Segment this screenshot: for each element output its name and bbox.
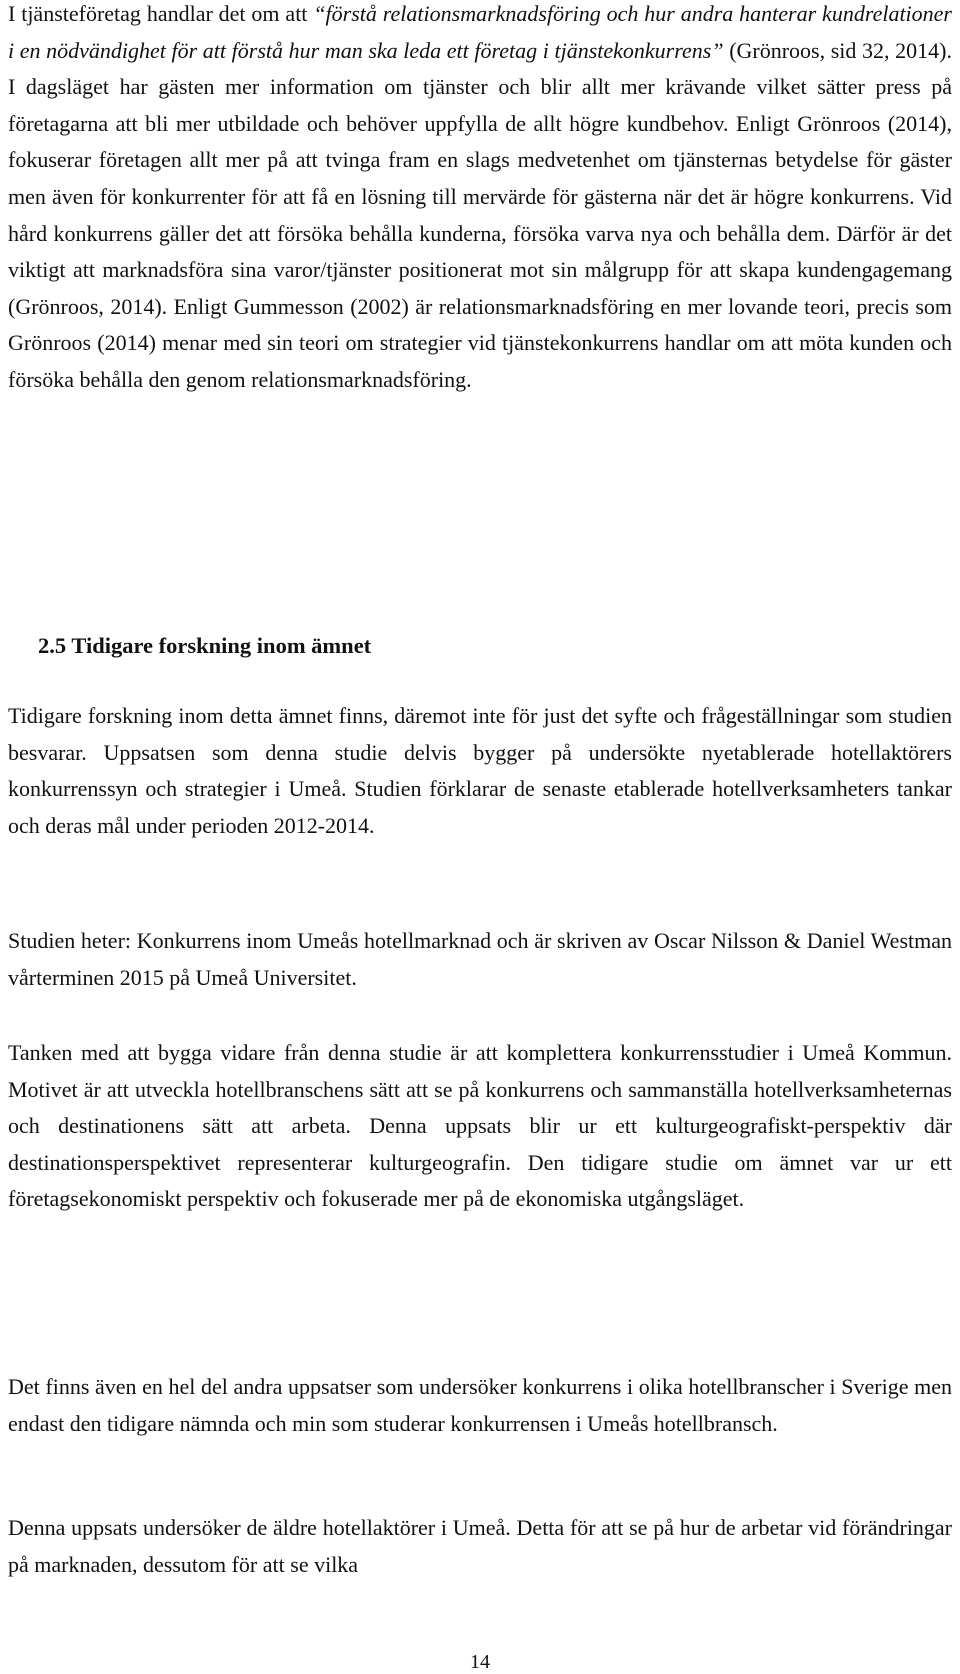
paragraph-this-thesis: Denna uppsats undersöker de äldre hotellaktörer i Umeå. Detta för att se på hur de arbetar vid förändringar på marknaden, dessutom för att se vilka xyxy=(8,1515,952,1577)
paragraph-intro-body: (Grönroos, sid 32, 2014). I dagsläget har gästen mer information om tjänster och blir allt mer krävande vilket sätter press på företagarna att bli mer utbildade och behöver uppfylla de allt högre kundbehov. Enligt Grönroos (2014), fokuserar företagen allt mer på att tvinga fram en slags medvetenhet om tjänsternas betydelse för gäster men även för konkurrenter för att få en lösning till mervärde för gästerna när det är högre konkurrens. Vid hård konkurrens gäller det att försöka behålla kunderna, försöka varva nya och behålla dem. Därför är det viktigt att marknadsföra sina varor/tjänster positionerat mot sin målgrupp för att skapa kundengagemang (Grönroos, 2014). Enligt Gummesson (2002) är relationsmarknadsföring en mer lovande teori, precis som Grönroos (2014) menar med sin teori om strategier vid tjänstekonkurrens handlar om att möta kunden och försöka behålla den genom relationsmarknadsföring. xyxy=(8,37,952,392)
section-heading: 2.5 Tidigare forskning inom ämnet xyxy=(38,633,372,658)
quote-italic: “förstå relationsmarknadsföring och hur andra hanterar kundrelationer i en nödvändighet för att förstå hur man ska leda ett företag i tjänstekonkurrens” xyxy=(8,1,952,63)
paragraph-motivation: Tanken med att bygga vidare från denna studie är att komplettera konkurrensstudier i Umeå Kommun. Motivet är att utveckla hotellbranschens sätt att se på konkurrens och sammanställa hotellverksamheternas och destinationens sätt att arbeta. Denna uppsats blir ur ett kulturgeografiskt-perspektiv där destinationsperspektivet representerar kulturgeografin. Den tidigare studie om ämnet var ur ett företagsekonomiskt perspektiv och fokuserade mer på de ekonomiska utgångsläget. xyxy=(8,1040,952,1212)
paragraph-intro xyxy=(8,0,952,399)
paragraph-other-theses: Det finns även en hel del andra uppsatser som undersöker konkurrens i olika hotellbranscher i Sverige men endast den tidigare nämnda och min som studerar konkurrensen i Umeås hotellbransch. xyxy=(8,1374,952,1436)
paragraph-study-name: Studien heter: Konkurrens inom Umeås hotellmarknad och är skriven av Oscar Nilsson & Daniel Westman vårterminen 2015 på Umeå Universitet. xyxy=(8,928,952,990)
paragraph-previous-research: Tidigare forskning inom detta ämnet finns, däremot inte för just det syfte och frågeställningar som studien besvarar. Uppsatsen som denna studie delvis bygger på undersökte nyetablerade hotellaktörers konkurrenssyn och strategier i Umeå. Studien förklarar de senaste etablerade hotellverksamheters tankar och deras mål under perioden 2012-2014. xyxy=(8,703,952,838)
page-number: 14 xyxy=(470,1651,490,1673)
paragraph-intro-lead: I tjänsteföretag handlar det om att xyxy=(8,1,314,26)
